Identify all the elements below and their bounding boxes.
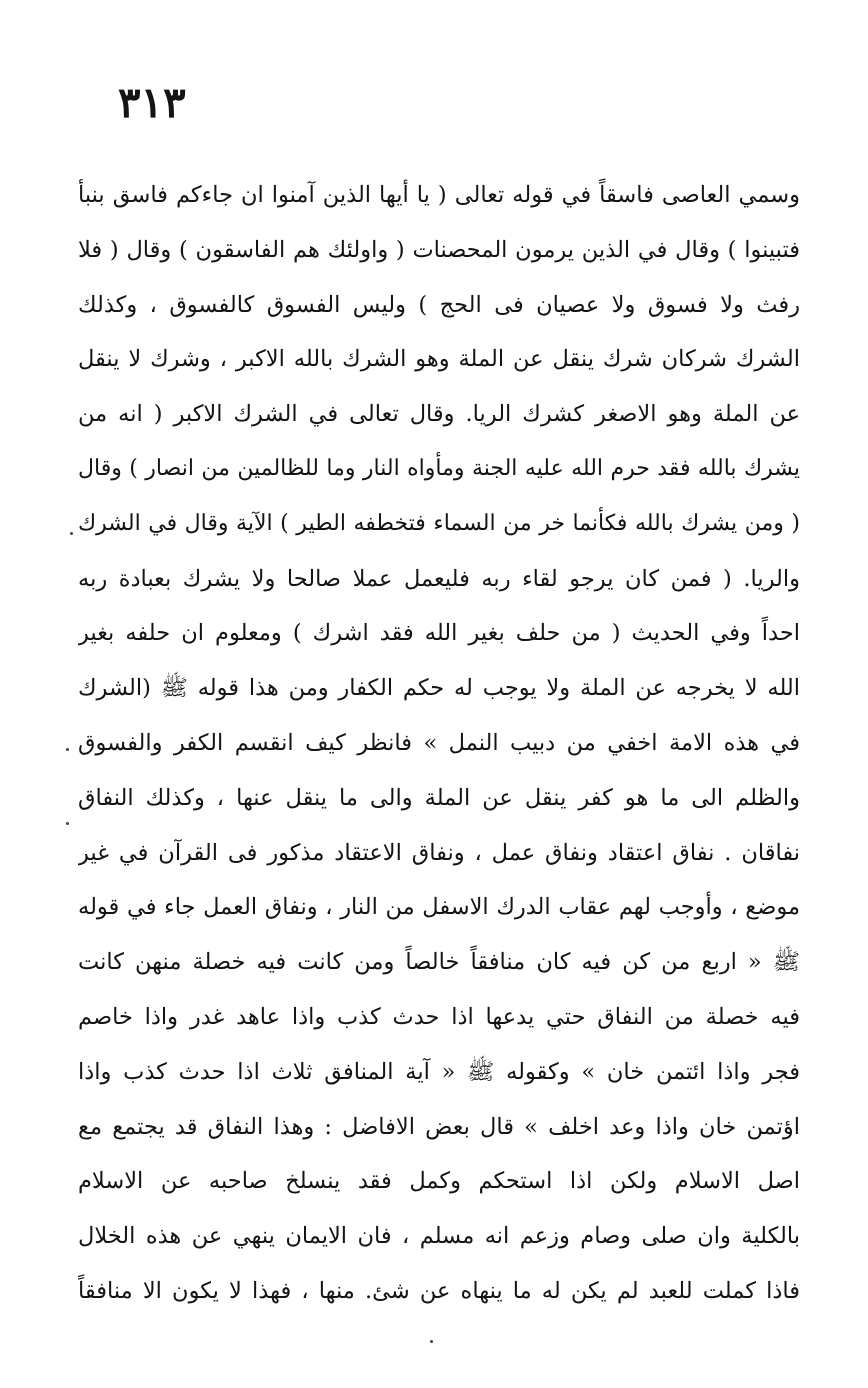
scan-speck [66,822,69,825]
text-line-17: فجر واذا ائتمن خان » وكقوله ﷺ « آية المنافق ثلاث اذا حدث كذب واذا [78,1058,800,1085]
text-line-6: يشرك بالله فقد حرم الله عليه الجنة ومأواه النار وما للظالمين من انصار ) وقال [78,455,800,481]
text-line-2: فتبينوا ) وقال في الذين يرمون المحصنات ( واولئك هم الفاسقون ) وقال ( فلا [78,236,800,263]
page-body-text [78,168,800,1319]
text-line-18: اؤتمن خان واذا وعد اخلف » قال بعض الافاضل : وهذا النفاق قد يجتمع مع [78,1113,800,1140]
text-line-21: فاذا كملت للعبد لم يكن له ما ينهاه عن شئ. منها ، فهذا لا يكون الا منافقاً [78,1277,800,1304]
text-line-19: اصل الاسلام ولكن اذا استحكم وكمل فقد ينسلخ صاحبه عن الاسلام [78,1168,800,1195]
text-line-9: احداً وفي الحديث ( من حلف بغير الله فقد اشرك ) ومعلوم ان حلفه بغير [78,620,800,647]
text-line-1: وسمي العاصى فاسقاً في قوله تعالى ( يا أيها الذين آمنوا ان جاءكم فاسق بنبأ [78,182,800,208]
text-line-14: موضع ، وأوجب لهم عقاب الدرك الاسفل من النار ، ونفاق العمل جاء في قوله [78,894,800,921]
text-line-4: الشرك شركان شرك ينقل عن الملة وهو الشرك بالله الاكبر ، وشرك لا ينقل [78,346,800,373]
scan-speck [430,1340,433,1343]
scan-speck [66,748,69,751]
page-number: ٣١٣ [118,78,186,127]
text-line-13: نفاقان . نفاق اعتقاد ونفاق عمل ، ونفاق الاعتقاد مذكور فى القرآن في غير [78,839,800,866]
text-line-11: في هذه الامة اخفي من دبيب النمل » فانظر كيف انقسم الكفر والفسوق [78,729,800,756]
text-line-5: عن الملة وهو الاصغر كشرك الريا. وقال تعالى في الشرك الاكبر ( انه من [78,401,800,428]
text-line-16: فيه خصلة من النفاق حتي يدعها اذا حدث كذب واذا عاهد غدر واذا خاصم [78,1003,800,1030]
text-line-10: الله لا يخرجه عن الملة ولا يوجب له حكم الكفار ومن هذا قوله ﷺ (الشرك [78,675,800,702]
scan-speck [70,532,73,535]
text-line-15: ﷺ « اربع من كن فيه كان منافقاً خالصاً ومن كانت فيه خصلة منهن كانت [78,949,800,976]
text-line-20: بالكلية وان صلى وصام وزعم انه مسلم ، فان الايمان ينهي عن هذه الخلال [78,1223,800,1250]
text-line-7: ( ومن يشرك بالله فكأنما خر من السماء فتخطفه الطير ) الآية وقال في الشرك [78,510,800,536]
text-line-3: رفث ولا فسوق ولا عصيان فى الحج ) وليس الفسوق كالفسوق ، وكذلك [78,291,800,318]
text-line-8: والريا. ( فمن كان يرجو لقاء ربه فليعمل عملا صالحا ولا يشرك بعبادة ربه [78,565,800,592]
text-line-12: والظلم الى ما هو كفر ينقل عن الملة والى ما ينقل عنها ، وكذلك النفاق [78,784,800,811]
